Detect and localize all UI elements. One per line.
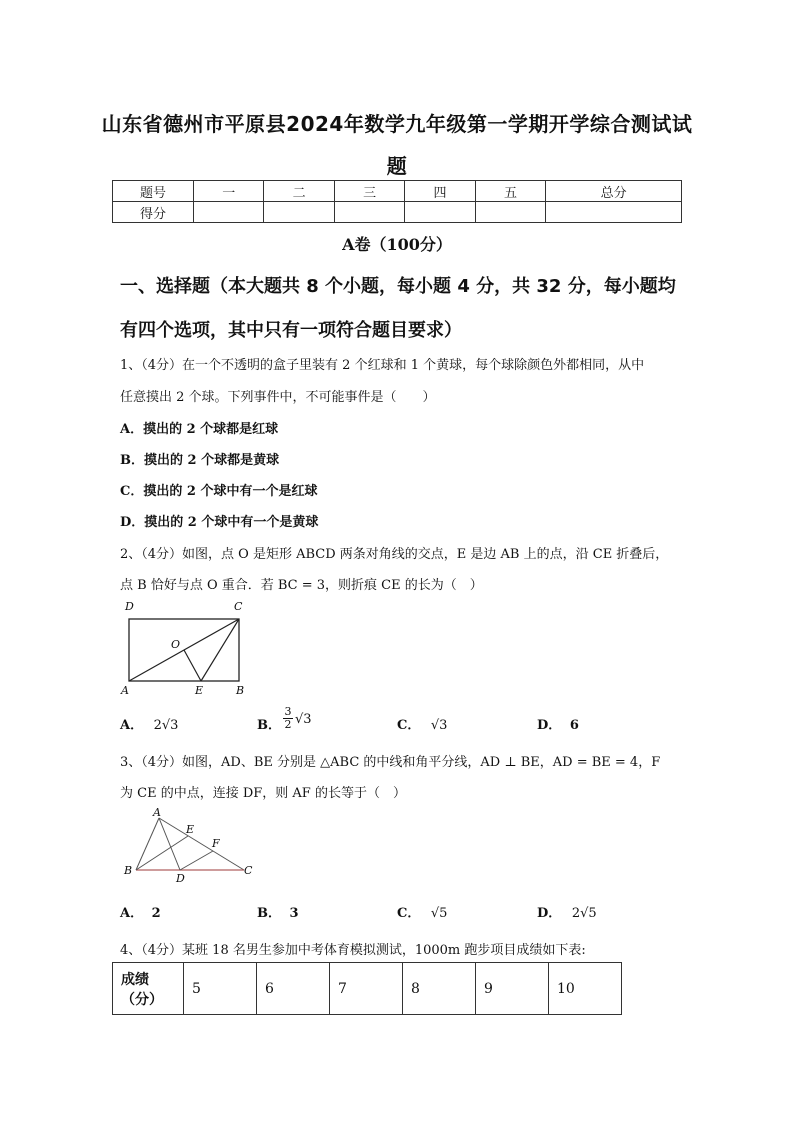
q1-text-continued: 任意摸出 2 个球。下列事件中，不可能事件是（ ）: [120, 390, 436, 405]
q1-option-b: B．摸出的 2 个球都是黄球: [120, 453, 280, 468]
grades-value-cell: 9: [476, 963, 549, 1015]
point-label-e: E: [195, 684, 204, 697]
page-title-continued: 题: [386, 154, 408, 178]
q1-option-a: A．摸出的 2 个球都是红球: [120, 422, 279, 437]
q3-option-c: [397, 902, 447, 921]
q3-option-d: [537, 902, 597, 921]
grades-value-cell: 5: [184, 963, 257, 1015]
option-prefix: B．: [257, 906, 281, 921]
point-label-b: B: [236, 684, 245, 697]
side-ac: [159, 818, 244, 870]
option-value: 2√3: [153, 718, 179, 733]
section-a-heading: A卷（100分）: [342, 235, 452, 254]
score-blank: [546, 202, 682, 223]
option-prefix: B．: [257, 718, 281, 733]
q4-grades-table: [112, 962, 622, 1015]
grades-value-cell: 10: [549, 963, 622, 1015]
score-cell-part4: 四: [405, 181, 475, 202]
option-value: √3: [295, 712, 312, 727]
segment-oe: [184, 650, 201, 681]
score-blank: [405, 202, 475, 223]
point-label-a: A: [153, 806, 161, 819]
q1-option-c: C．摸出的 2 个球中有一个是红球: [120, 484, 318, 499]
table-row: [113, 963, 622, 1015]
point-label-c: C: [234, 600, 243, 613]
point-label-c: C: [244, 864, 253, 877]
score-row-label: 得分: [113, 202, 194, 223]
q3-option-a: [120, 902, 161, 921]
option-prefix: C．: [397, 906, 421, 921]
score-blank: [264, 202, 334, 223]
option-value: √5: [430, 906, 448, 921]
score-blank: [475, 202, 545, 223]
fraction: [283, 706, 293, 731]
median-ad: [159, 818, 180, 870]
option-prefix: A．: [120, 718, 144, 733]
option-value: 3: [289, 906, 299, 921]
part1-heading-continued: 有四个选项，其中只有一项符合题目要求）: [120, 320, 462, 341]
option-prefix: D．: [537, 906, 562, 921]
fraction-numerator: 3: [284, 705, 292, 718]
grades-value-cell: 6: [257, 963, 330, 1015]
q2-rectangle-diagram: [115, 600, 255, 700]
q2-text: 2、（4分）如图，点 O 是矩形 ABCD 两条对角线的交点，E 是边 AB 上的点，沿 CE 折叠后，: [120, 547, 669, 562]
q1-option-d: D．摸出的 2 个球中有一个是黄球: [120, 515, 319, 530]
option-value: 6: [569, 718, 579, 733]
q3-option-b: [257, 902, 299, 921]
grades-value-cell: 7: [330, 963, 403, 1015]
option-value: √3: [430, 718, 448, 733]
point-label-f: F: [212, 837, 220, 850]
score-cell-part1: 一: [194, 181, 264, 202]
option-prefix: D．: [537, 718, 562, 733]
option-prefix: A．: [120, 906, 144, 921]
score-table-header-row: [113, 181, 682, 202]
q3-text: 3、（4分）如图，AD、BE 分别是 △ABC 的中线和角平分线，AD ⊥ BE，AD = BE = 4，F: [120, 755, 661, 770]
score-cell-total: 总分: [546, 181, 682, 202]
score-table-score-row: [113, 202, 682, 223]
grades-header-cell: 成绩（分）: [113, 963, 184, 1015]
segment-ce: [201, 619, 239, 681]
score-cell-label: 题号: [113, 181, 194, 202]
score-cell-part2: 二: [264, 181, 334, 202]
point-label-a: A: [121, 684, 129, 697]
option-value: 2√5: [571, 906, 597, 921]
q2-option-c: [397, 714, 447, 733]
part1-heading: 一、选择题（本大题共 8 个小题，每小题 4 分，共 32 分，每小题均: [120, 276, 676, 297]
fraction-denominator: 2: [284, 718, 292, 731]
page-title: 山东省德州市平原县2024年数学九年级第一学期开学综合测试试: [101, 112, 693, 136]
point-label-e: E: [186, 823, 195, 836]
q2-text-continued: 点 B 恰好与点 O 重合．若 BC = 3，则折痕 CE 的长为（ ）: [120, 578, 483, 593]
segment-df: [180, 851, 213, 870]
score-cell-part5: 五: [475, 181, 545, 202]
q2-option-d: [537, 714, 579, 733]
option-value: 2: [151, 906, 161, 921]
q3-text-continued: 为 CE 的中点，连接 DF，则 AF 的长等于（ ）: [120, 786, 406, 801]
q4-text: 4、（4分）某班 18 名男生参加中考体育模拟测试，1000m 跑步项目成绩如下表:: [120, 943, 586, 958]
grades-value-cell: 8: [403, 963, 476, 1015]
point-label-d: D: [125, 600, 134, 613]
q2-option-a: [120, 714, 178, 733]
score-blank: [194, 202, 264, 223]
score-cell-part3: 三: [334, 181, 404, 202]
option-prefix: C．: [397, 718, 421, 733]
point-label-b: B: [124, 864, 133, 877]
score-table: [112, 180, 682, 223]
score-blank: [334, 202, 404, 223]
point-label-d: D: [176, 872, 185, 885]
q2-figure: [115, 600, 255, 700]
q1-text: 1、（4分）在一个不透明的盒子里装有 2 个红球和 1 个黄球，每个球除颜色外都相同，从中: [120, 358, 645, 373]
q3-figure: [120, 806, 270, 888]
point-label-o: O: [171, 638, 181, 651]
